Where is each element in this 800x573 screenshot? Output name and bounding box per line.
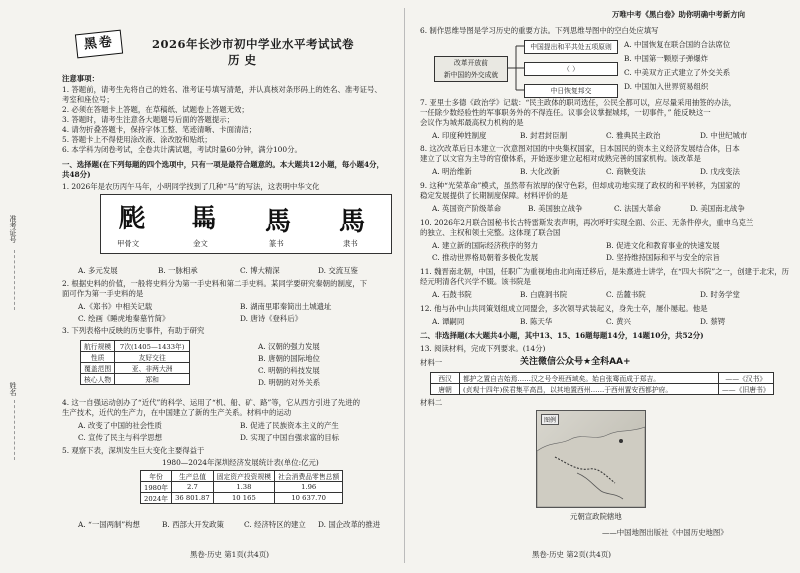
mindmap-center-line: 改革开放前 bbox=[454, 59, 488, 67]
q1-option: B. 一脉相承 bbox=[158, 266, 198, 275]
mindmap-center-line: 新中国的外交成就 bbox=[443, 71, 499, 79]
side-name-label: 姓名 bbox=[9, 382, 17, 396]
table-cell: 航行规模 bbox=[81, 341, 115, 352]
table-cell: 都护之置自吉始焉……汉之号令班西域矣。始自张骞而成于郑吉。 bbox=[460, 373, 719, 384]
black-paper-badge: 黑卷 bbox=[75, 30, 123, 59]
exam-subject: 历 史 bbox=[228, 53, 257, 67]
q7-option: A. 印度种姓制度 bbox=[432, 131, 487, 140]
table-cell: 10 637.70 bbox=[275, 493, 343, 504]
notes-list bbox=[62, 85, 382, 155]
q11-option: D. 时务学堂 bbox=[700, 290, 740, 299]
part1-heading-cont: 共48分) bbox=[62, 170, 91, 179]
page-footer-right: 黑卷·历史 第2页(共4页) bbox=[532, 550, 611, 559]
table-cell: 郑和 bbox=[115, 374, 190, 385]
q8-stem-cont: 建立了以文官为主导的官僚体系，开始逐步建立起相对成熟完善的国家机构。该改革是 bbox=[420, 154, 701, 163]
q6-mindmap-center bbox=[434, 56, 508, 82]
q13-stem: 13. 阅读材料，完成下列要求。(14分) bbox=[420, 344, 546, 353]
q5-option: B. 西部大开发政策 bbox=[162, 520, 224, 529]
q6-stem: 6. 制作思维导图是学习历史的重要方法。下列思维导图中的空白处应填写 bbox=[420, 26, 659, 35]
map-caption: 元朝宣政院辖地 bbox=[570, 512, 622, 521]
q11-option: C. 岳麓书院 bbox=[606, 290, 646, 299]
q10-stem: 10. 2026年2月联合国秘书长古特雷斯发表声明，再次呼吁实现全面、公正、无条件停火，重申乌克兰 bbox=[420, 218, 754, 227]
q6-box-peaceful-coexistence: 中国提出和平共处五项原则 bbox=[524, 40, 618, 54]
table-cell: 10 165 bbox=[213, 493, 274, 504]
q4-option: D. 实现了中国自强求富的目标 bbox=[240, 433, 340, 442]
table-cell: 西汉 bbox=[431, 373, 460, 384]
map-legend: 图例 bbox=[541, 414, 559, 425]
table-cell: 2.7 bbox=[172, 482, 214, 493]
note-line: 考室和座位号； bbox=[62, 95, 114, 104]
q9-stem-cont: 稳定发展提供了长期制度保障。材料评价的是 bbox=[420, 191, 568, 200]
q3-option: D. 明朝的对外关系 bbox=[258, 378, 321, 387]
q5-stem: 5. 观察下表，深圳发生巨大变化主要得益于 bbox=[62, 446, 205, 455]
q4-option: B. 促进了民族资本主义的产生 bbox=[240, 421, 339, 430]
q6-box-blank: （ ） bbox=[524, 62, 618, 76]
script-label: 篆书 bbox=[269, 239, 284, 248]
table-cell: 2024年 bbox=[141, 493, 172, 504]
q8-stem: 8. 这次改革后日本建立一次意图对国的中央集权国家，日本国民的资本主义经济发展结合体，日本 bbox=[420, 144, 740, 153]
side-dashed-line-2 bbox=[14, 400, 16, 460]
q6-option: C. 中美双方正式建立了外交关系 bbox=[624, 68, 731, 77]
q6-mindmap-brace bbox=[506, 40, 526, 96]
q12-option: D. 蔡锷 bbox=[700, 317, 726, 326]
q7-option: D. 中世纪城市 bbox=[700, 131, 748, 140]
table-header: 年份 bbox=[141, 471, 172, 482]
q12-option: A. 谭嗣同 bbox=[432, 317, 465, 326]
notes-title: 注意事项： bbox=[62, 74, 99, 83]
table-cell: 36 801.87 bbox=[172, 493, 214, 504]
q9-option: B. 美国独立战争 bbox=[528, 204, 583, 213]
q10-option: C. 推动世界格局朝着多极化发展 bbox=[432, 253, 539, 262]
q12-option: C. 黄兴 bbox=[606, 317, 631, 326]
q2-option: C. 绘画《睡虎地秦墓竹简》 bbox=[78, 314, 170, 323]
page-divider bbox=[404, 8, 405, 563]
q7-option: C. 雅典民主政治 bbox=[606, 131, 661, 140]
table-cell: 1980年 bbox=[141, 482, 172, 493]
q4-stem: 4. 这一自强运动创办了“近代”的科学、运用了“机、船、矿、路”等，它从西方引进了先进的 bbox=[62, 398, 360, 407]
material-1-table bbox=[430, 372, 774, 395]
q10-stem-cont: 的独立、主权和领土完整。这体现了联合国 bbox=[420, 228, 561, 237]
q5-option: C. 经济特区的建立 bbox=[244, 520, 306, 529]
q7-option: B. 封君封臣制 bbox=[520, 131, 568, 140]
note-line: 6. 本学科为闭卷考试，全卷共计满试题，考试时量60分钟，满分100分。 bbox=[62, 145, 302, 154]
material-2-label: 材料二 bbox=[420, 398, 443, 407]
q8-option: A. 明治维新 bbox=[432, 167, 472, 176]
q12-stem: 12. 他与孙中山共同策划组成立同盟会，多次领导武装起义，身先士卒，屡仆屡起。他是 bbox=[420, 304, 708, 313]
q4-option: A. 改变了中国的社会性质 bbox=[78, 421, 162, 430]
q1-option: C. 博大精深 bbox=[240, 266, 280, 275]
q10-option: D. 坚持维持国际和平与安全的宗旨 bbox=[606, 253, 720, 262]
q6-option: A. 中国恢复在联合国的合法席位 bbox=[624, 40, 731, 49]
q5-shenzhen-table bbox=[140, 470, 343, 504]
note-line: 3. 答题时，请考生注意各大题题号后面的答题提示； bbox=[62, 115, 234, 124]
part2-heading: 二、非选择题(本大题共4小题，其中13、15、16题每题14分，14题10分，共52分) bbox=[420, 331, 704, 340]
map-outline-graphic bbox=[537, 411, 645, 507]
note-line: 2. 必须在答题卡上答题，在草稿纸、试题卷上答题无效； bbox=[62, 105, 249, 114]
q12-option: B. 陈天华 bbox=[520, 317, 553, 326]
q11-stem-cont: 经元明清各代兴学不辍。该书院是 bbox=[420, 277, 531, 286]
q8-option: C. 商鞅变法 bbox=[606, 167, 646, 176]
table-cell: 性质 bbox=[81, 352, 115, 363]
page-footer-left: 黑卷·历史 第1页(共4页) bbox=[190, 550, 269, 559]
q6-box-sino-japan: 中日恢复邦交 bbox=[524, 84, 618, 98]
table-cell: 1.38 bbox=[213, 482, 274, 493]
q3-option: B. 唐朝的国际地位 bbox=[258, 354, 320, 363]
q2-option: D. 唐诗《登科后》 bbox=[240, 314, 303, 323]
watermark-text: 关注微信公众号★全科AA+ bbox=[520, 357, 631, 367]
seal-horse-glyph: 馬 bbox=[265, 207, 292, 237]
q1-horse-scripts bbox=[100, 194, 392, 254]
note-line: 1. 答题前，请考生先将自己的姓名、准考证号填写清楚，并认真核对条形码上的姓名、准考证号、 bbox=[62, 85, 382, 94]
q2-stem-cont: 面可作为第一手史料的是 bbox=[62, 289, 144, 298]
bronze-horse-glyph: 𩡧 bbox=[191, 204, 218, 234]
table-cell: ——《旧唐书》 bbox=[719, 384, 774, 395]
q4-stem-cont: 生产技术，近代的生产力，在中国建立了新的生产关系。材料中的运动 bbox=[62, 408, 292, 417]
script-label: 金文 bbox=[193, 239, 208, 248]
table-cell: 覆盖范围 bbox=[81, 363, 115, 374]
table-header: 社会消费品零售总额 bbox=[275, 471, 343, 482]
q6-option: B. 中国第一颗原子弹爆炸 bbox=[624, 54, 709, 63]
table-cell: (贞观十四年)侯君集平高昌，以其地置西州……于西州置安西都护府。 bbox=[460, 384, 719, 395]
q7-stem: 7. 亚里士多德《政治学》记载：“民主政体的职司选任，公民全都可以，应尽量采用抽签的办法， bbox=[420, 98, 737, 107]
q10-option: A. 建立新的国际经济秩序的努力 bbox=[432, 241, 539, 250]
table-cell: 1.96 bbox=[275, 482, 343, 493]
q8-option: B. 大化改新 bbox=[520, 167, 560, 176]
q8-option: D. 戊戌变法 bbox=[700, 167, 740, 176]
q2-option: A.《郑书》中相关记载 bbox=[78, 302, 153, 311]
q5-option: A. “一国两制”构想 bbox=[78, 520, 140, 529]
q6-option: D. 中国加入世界贸易组织 bbox=[624, 82, 709, 91]
q3-voyage-table bbox=[80, 340, 190, 385]
script-label: 隶书 bbox=[343, 239, 358, 248]
q11-stem: 11. 魏晋南北朝，中国，任职广为重视地由北向南迁移后，是朱熹进士讲学，在“四大书院”之一，创建于北宋，历 bbox=[420, 267, 790, 276]
note-line: 4. 请勿折叠答题卡，保持字体工整、笔迹清晰、卡面清洁； bbox=[62, 125, 257, 134]
table-cell: ——《汉书》 bbox=[719, 373, 774, 384]
map-source: ——中国地图出版社《中国历史地图》 bbox=[602, 528, 728, 537]
table-cell: 友好交往 bbox=[115, 352, 190, 363]
q1-option: A. 多元发展 bbox=[78, 266, 118, 275]
q7-stem-cont: 会议作为城邦最高权力机构的是 bbox=[420, 118, 524, 127]
material-1-label: 材料一 bbox=[420, 358, 443, 367]
header-slogan: 万唯中考《黑白卷》助你明确中考新方向 bbox=[612, 10, 746, 19]
exam-title: 2026年长沙市初中学业水平考试试卷 bbox=[152, 37, 355, 51]
q2-option: B. 湖南里耶秦简出土城遗址 bbox=[240, 302, 332, 311]
part1-heading: 一、选择题(在下列每题的四个选项中，只有一项是最符合题意的。本大题共12小题，每小题4分， bbox=[62, 160, 384, 169]
table-header: 固定资产投资规模 bbox=[213, 471, 274, 482]
q11-option: B. 白鹿洞书院 bbox=[520, 290, 568, 299]
table-cell: 唐朝 bbox=[431, 384, 460, 395]
table-header: 生产总值 bbox=[172, 471, 214, 482]
yuan-dynasty-map bbox=[536, 410, 646, 508]
q3-option: C. 明朝的科技发展 bbox=[258, 366, 320, 375]
clerical-horse-glyph: 馬 bbox=[339, 207, 366, 237]
q1-option: D. 交流互鉴 bbox=[318, 266, 358, 275]
side-exam-number-label: 准考证号 bbox=[9, 215, 17, 243]
note-line: 5. 答题卡上不得使用涂改液、涂改胶和贴纸； bbox=[62, 135, 212, 144]
q9-option: C. 法国大革命 bbox=[614, 204, 662, 213]
q9-option: A. 英国资产阶级革命 bbox=[432, 204, 502, 213]
q5-table-caption: 1980—2024年深圳经济发展统计表(单位:亿元) bbox=[162, 458, 319, 467]
side-dashed-line bbox=[14, 250, 16, 310]
table-cell: 亚、非两大洲 bbox=[115, 363, 190, 374]
oracle-bone-horse-glyph: 𢒝 bbox=[119, 204, 146, 234]
q9-option: D. 美国南北战争 bbox=[690, 204, 745, 213]
script-label: 甲骨文 bbox=[117, 239, 140, 248]
q7-stem-cont: 一任除少数经验性的军事职务外的不得连任。议事会议掌握城邦，一切事件，” 能反映这一 bbox=[420, 108, 711, 117]
q3-stem: 3. 下列表格中反映的历史事件，有助于研究 bbox=[62, 326, 205, 335]
q1-stem: 1. 2026年是农历丙午马年，小明同学找到了几种“马”的写法，这表明中华文化 bbox=[62, 182, 320, 191]
q5-option: D. 国企改革的推进 bbox=[318, 520, 381, 529]
table-cell: 核心人物 bbox=[81, 374, 115, 385]
q3-option: A. 汉朝的强力发展 bbox=[258, 342, 320, 351]
q4-option: C. 宣传了民主与科学思想 bbox=[78, 433, 162, 442]
q10-option: B. 促进文化和教育事业的快速发展 bbox=[606, 241, 720, 250]
table-cell: 7次(1405—1433年) bbox=[115, 341, 190, 352]
q9-stem: 9. 这种“光荣革命”模式，虽然带有浓厚的保守色彩，但却成功地实现了政权的和平转移，为国家的 bbox=[420, 181, 740, 190]
q2-stem: 2. 根据史料的价值，一般将史料分为第一手史料和第二手史料。某同学要研究秦朝的制度，下 bbox=[62, 279, 368, 288]
q11-option: A. 石鼓书院 bbox=[432, 290, 472, 299]
